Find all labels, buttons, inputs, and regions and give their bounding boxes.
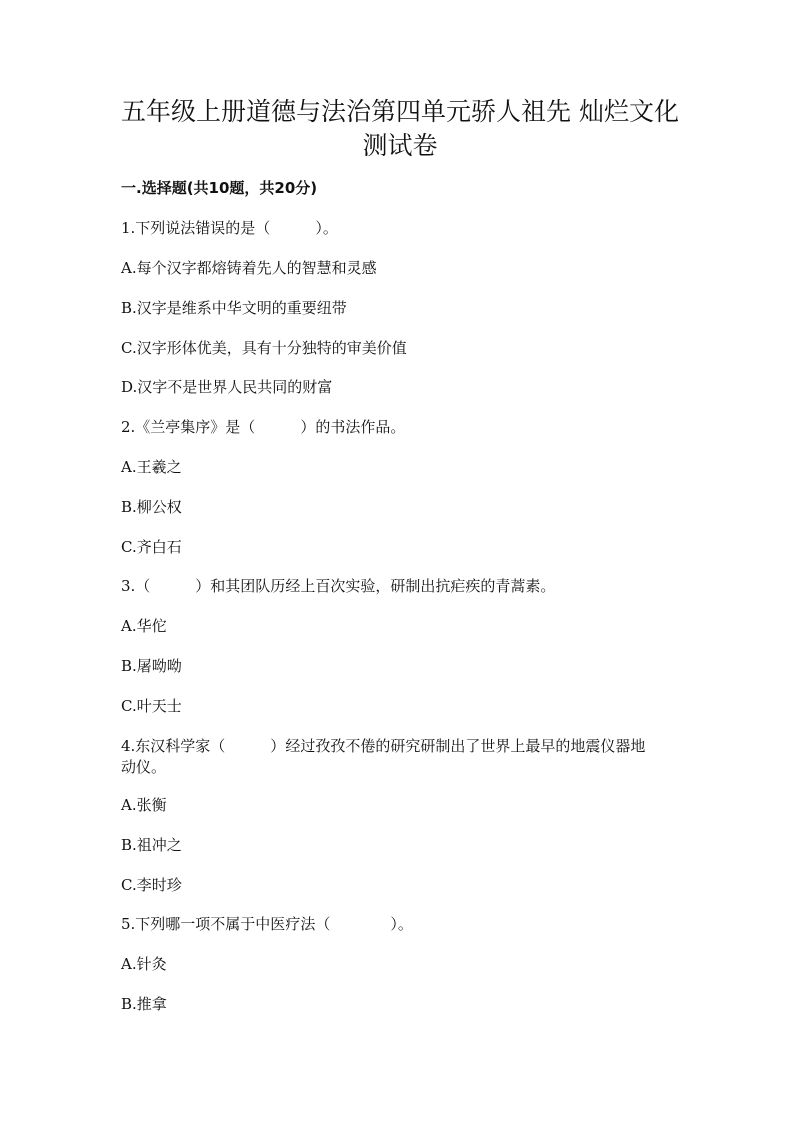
- question-4-option-c: C.李时珍: [121, 876, 182, 894]
- question-2-option-a: A.王羲之: [121, 458, 182, 476]
- question-2-option-b: B.柳公权: [121, 498, 182, 516]
- question-4-option-b: B.祖冲之: [121, 836, 182, 854]
- question-3-option-c: C.叶天士: [121, 697, 182, 715]
- question-1-option-d: D.汉字不是世界人民共同的财富: [121, 378, 333, 396]
- question-5-option-b: B.推拿: [121, 995, 167, 1013]
- question-5-option-a: A.针灸: [121, 955, 167, 973]
- question-2-stem: 2.《兰亭集序》是（ ）的书法作品。: [121, 418, 406, 436]
- question-3-stem: 3.（ ）和其团队历经上百次实验，研制出抗疟疾的青蒿素。: [121, 577, 556, 595]
- question-1-option-a: A.每个汉字都熔铸着先人的智慧和灵感: [121, 259, 377, 277]
- question-5-stem: 5.下列哪一项不属于中医疗法（ ）。: [121, 915, 413, 933]
- question-4-stem-continued: 动仪。: [121, 758, 167, 776]
- question-1-option-c: C.汉字形体优美，具有十分独特的审美价值: [121, 339, 407, 357]
- question-4-stem: 4.东汉科学家（ ）经过孜孜不倦的研究研制出了世界上最早的地震仪器地: [121, 737, 646, 755]
- question-3-option-a: A.华佗: [121, 617, 167, 635]
- page-title-line-2: 测试卷: [362, 131, 438, 160]
- question-4-option-a: A.张衡: [121, 796, 167, 814]
- question-2-option-c: C.齐白石: [121, 538, 182, 556]
- question-3-option-b: B.屠呦呦: [121, 657, 182, 675]
- page-title-line-1: 五年级上册道德与法治第四单元骄人祖先 灿烂文化: [121, 97, 679, 126]
- question-1-stem: 1.下列说法错误的是（ ）。: [121, 219, 338, 237]
- question-1-option-b: B.汉字是维系中华文明的重要纽带: [121, 299, 347, 317]
- section-heading: 一.选择题(共10题，共20分): [121, 179, 318, 197]
